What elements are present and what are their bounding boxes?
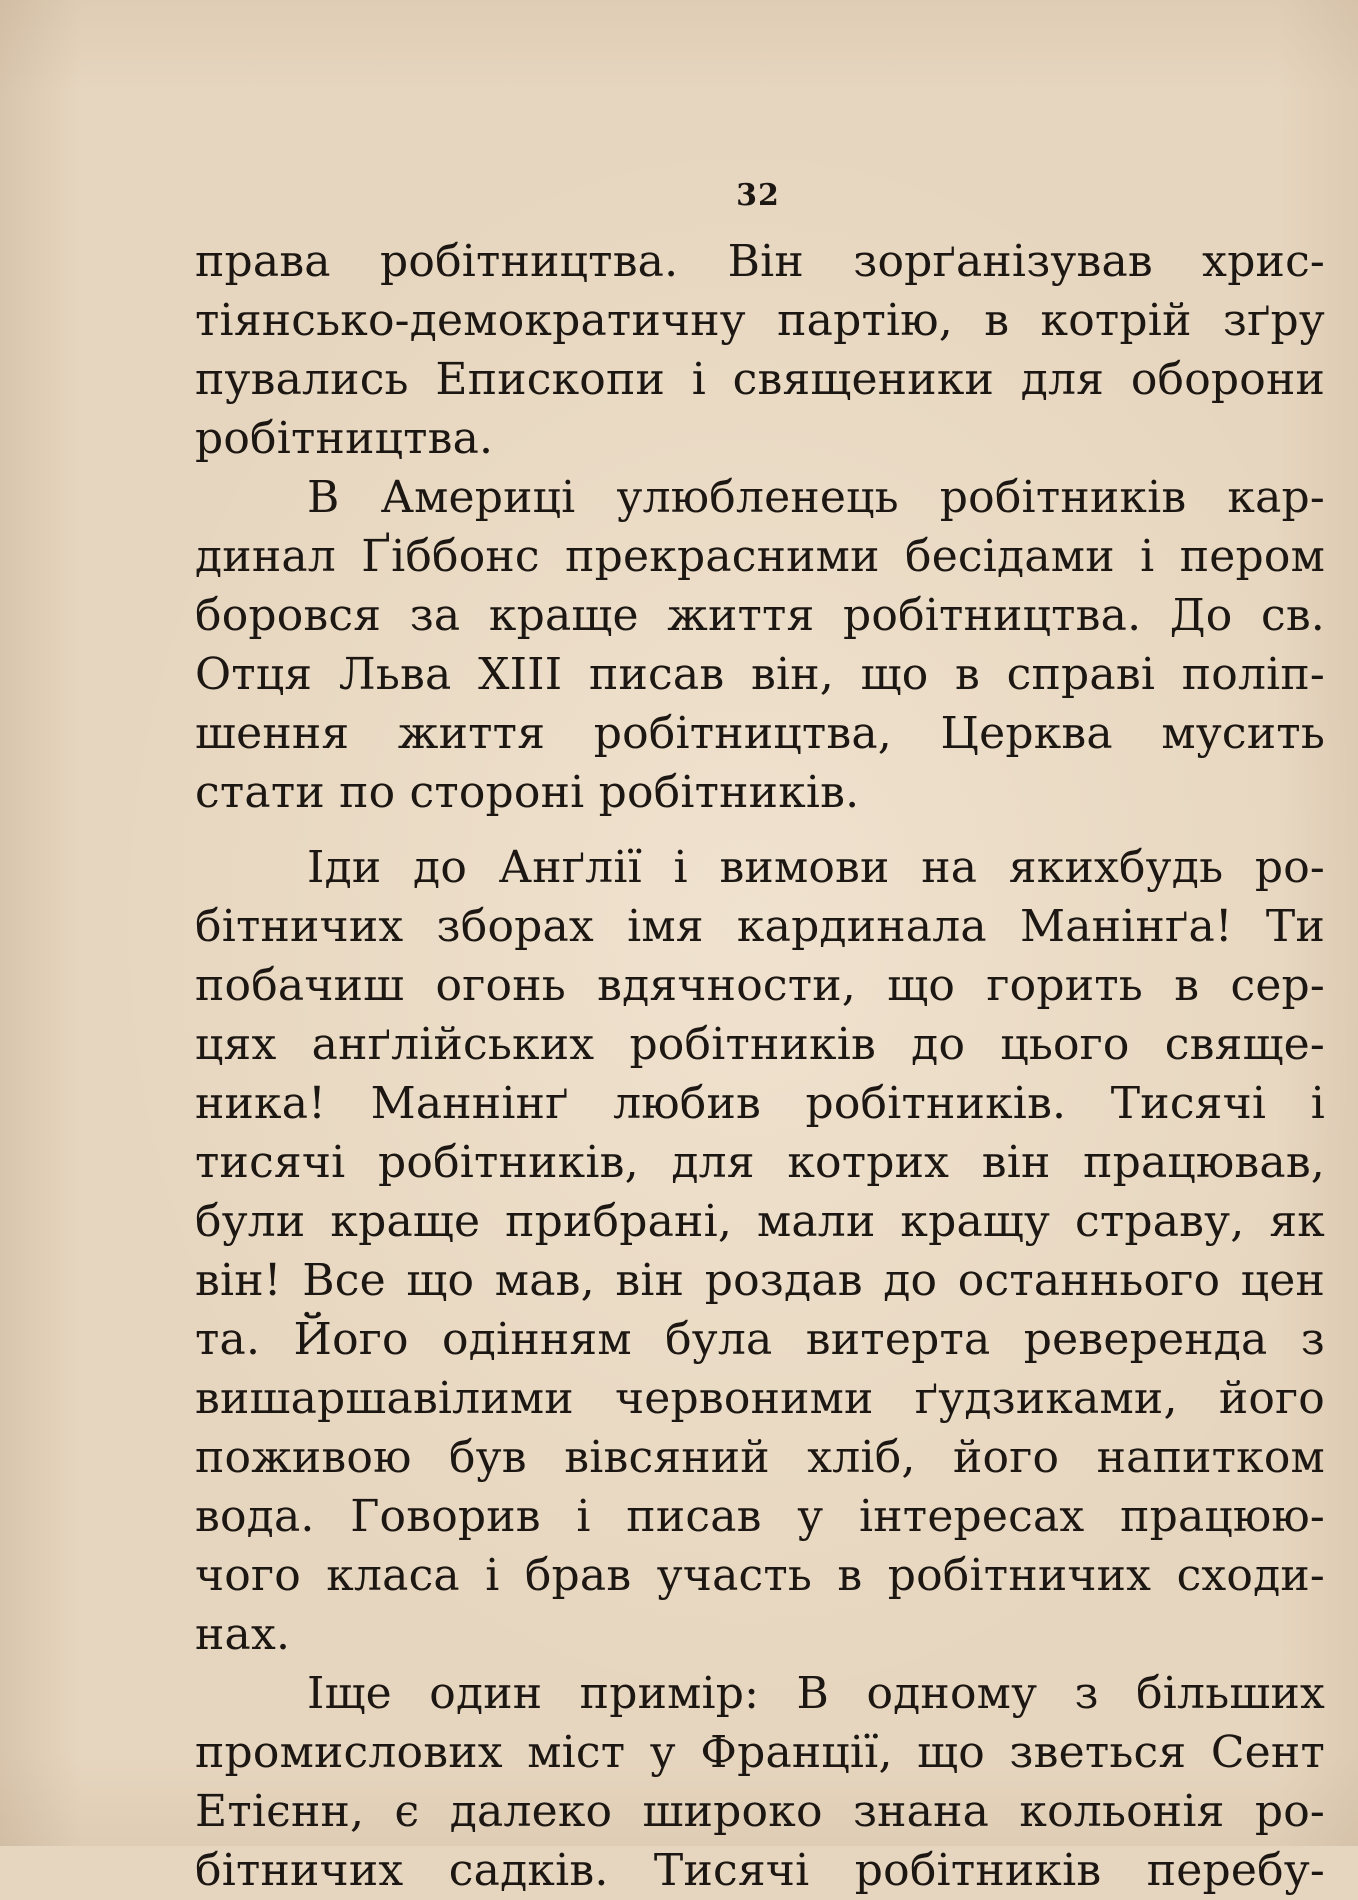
text-line: були краще прибрані, мали кращу страву, як	[195, 1196, 1325, 1247]
text-line: бітничих садків. Тисячі робітників перебу-	[195, 1845, 1325, 1896]
text-line: стати по стороні робітників.	[195, 767, 860, 818]
text-line: тіянсько-демократичну партію, в котрій зґру	[195, 295, 1325, 346]
text-line: права робітництва. Він зорґанізував хрис-	[195, 236, 1325, 287]
text-line: Іще один примір: В одному з більших	[307, 1668, 1325, 1719]
text-line: робітництва.	[195, 413, 494, 464]
text-line: бітничих зборах імя кардинала Манінґа! Ти	[195, 901, 1325, 952]
text-line: пувались Епископи і священики для оборони	[195, 354, 1325, 405]
text-line: побачиш огонь вдячности, що горить в сер-	[195, 960, 1325, 1011]
text-line: боровся за краще життя робітництва. До св.	[195, 590, 1325, 641]
text-line: цях анґлійських робітників до цього свяще-	[195, 1019, 1325, 1070]
text-line: динал Ґіббонс прекрасними бесідами і пером	[195, 531, 1325, 582]
paragraph-2	[195, 468, 1325, 822]
text-line: чого класа і брав участь в робітничих сходи-	[195, 1550, 1325, 1601]
paragraph-3	[195, 838, 1325, 1664]
text-line: ника! Маннінґ любив робітників. Тисячі і	[195, 1078, 1325, 1129]
text-line: вода. Говорив і писав у інтересах працюю-	[195, 1491, 1325, 1542]
text-line: він! Все що мав, він роздав до останнього цен	[195, 1255, 1325, 1306]
page-number: 32	[736, 178, 780, 213]
text-line: Отця Льва XIII писав він, що в справі поліп-	[195, 649, 1325, 700]
text-line: промислових міст у Франції, що зветься Сент	[195, 1727, 1325, 1778]
text-line: вишаршавілими червоними ґудзиками, його	[195, 1373, 1325, 1424]
text-line: поживою був вівсяний хліб, його напитком	[195, 1432, 1325, 1483]
text-line: Іди до Анґлії і вимови на якихбудь ро-	[307, 842, 1325, 893]
text-line: Етієнн, є далеко широко знана кольонія ро-	[195, 1786, 1325, 1837]
text-line: нах.	[195, 1609, 291, 1660]
body-text	[195, 232, 1325, 1900]
text-line: В Америці улюбленець робітників кар-	[307, 472, 1325, 523]
paragraph-1	[195, 232, 1325, 468]
text-line: та. Його одінням була витерта реверенда з	[195, 1314, 1325, 1365]
text-line: тисячі робітників, для котрих він працював,	[195, 1137, 1325, 1188]
paragraph-4	[195, 1664, 1325, 1900]
text-line: шення життя робітництва, Церква мусить	[195, 708, 1325, 759]
